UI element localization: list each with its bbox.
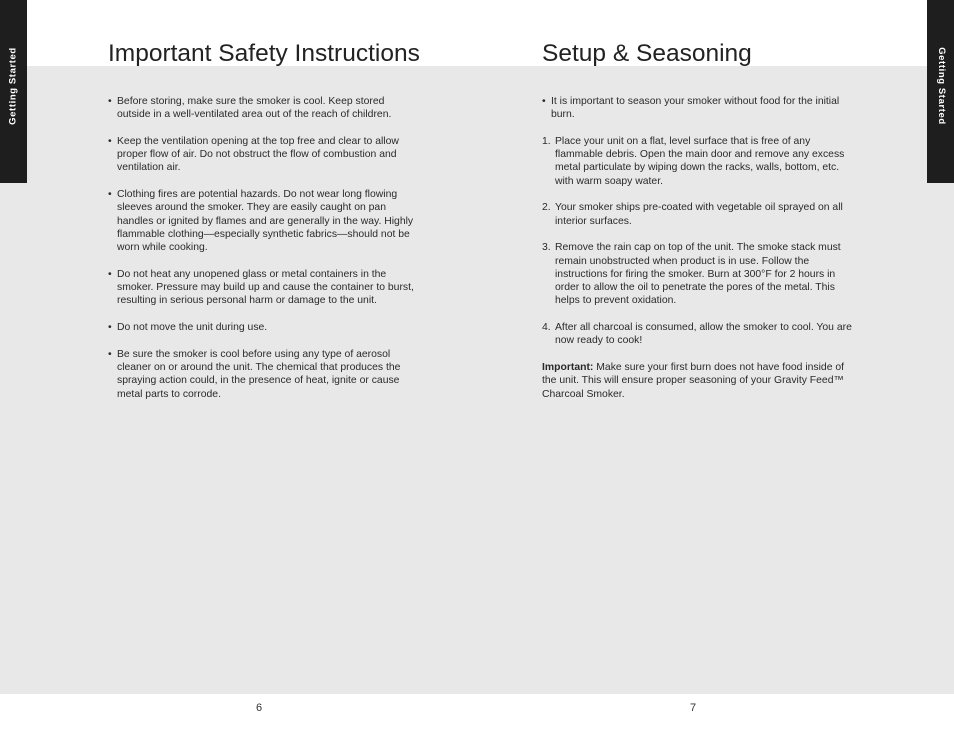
safety-bullet (108, 348, 418, 401)
step-number: 4. (542, 322, 551, 334)
bullet-mark: • (108, 96, 112, 107)
bullet-mark: • (108, 322, 112, 334)
safety-bullet-text: Clothing fires are potential hazards. Do not wear long flowing sleeves around the smoker. They are easily caught on pan handles or ignited by flames and are generally in the way. Highly flammable clothing—especially synthetic fabrics—should not be worn while cooking. (117, 189, 414, 254)
setup-step (542, 135, 852, 188)
setup-step-text: Place your unit on a flat, level surface that is free of any flammable debris. Open the main door and remove any excess metal particulate by wiping down the racks, walls, bottom, etc. with warm soapy water. (555, 135, 845, 187)
safety-bullet (108, 268, 418, 308)
side-tab-right (927, 0, 954, 183)
page-number-right: 7 (690, 702, 697, 714)
setup-bullet (542, 95, 852, 122)
important-note (542, 361, 852, 401)
bullet-mark: • (542, 96, 546, 107)
setup-step-text: Remove the rain cap on top of the unit. The smoke stack must remain unobstructed when product is in use. Follow the instructions for firing the smoker. Burn at 300°F for 2 hours in order to allow the oil to penetrate the pores of the metal. This helps to prevent oxidation. (555, 242, 841, 307)
side-tab-right-label: Getting Started (935, 47, 947, 125)
setup-step-text: After all charcoal is consumed, allow the smoker to cool. You are now ready to cook! (555, 322, 852, 347)
safety-instructions-list (108, 95, 418, 414)
bullet-mark: • (108, 189, 112, 201)
setup-seasoning-content (542, 95, 852, 401)
bullet-mark: • (108, 348, 112, 360)
page-title-setup: Setup & Seasoning (542, 40, 752, 67)
setup-step (542, 201, 852, 228)
step-number: 1. (542, 135, 551, 147)
bullet-mark: • (108, 135, 112, 147)
page-number-left: 6 (256, 702, 263, 714)
side-tab-left (0, 0, 27, 183)
safety-bullet-text: Do not heat any unopened glass or metal containers in the smoker. Pressure may build up and cause the container to burst, resulting in serious personal harm or damage to the unit. (117, 268, 414, 307)
setup-step-text: Your smoker ships pre-coated with vegetable oil sprayed on all interior surfaces. (555, 202, 843, 227)
step-number: 3. (542, 242, 551, 254)
safety-bullet (108, 95, 418, 122)
safety-bullet-text: Keep the ventilation opening at the top free and clear to allow proper flow of air. Do not obstruct the flow of combustion and ventilation air. (117, 135, 399, 174)
safety-bullet (108, 321, 418, 334)
side-tab-left-label: Getting Started (7, 47, 19, 125)
important-note-label: Important: (542, 361, 594, 373)
page-title-safety: Important Safety Instructions (108, 40, 420, 67)
safety-bullet-text: Before storing, make sure the smoker is cool. Keep stored outside in a well-ventilated area out of the reach of children. (117, 96, 392, 121)
safety-bullet (108, 188, 418, 254)
bullet-mark: • (108, 268, 112, 280)
setup-step (542, 321, 852, 348)
setup-step (542, 241, 852, 307)
safety-bullet-text: Do not move the unit during use. (117, 322, 268, 334)
setup-bullet-text: It is important to season your smoker without food for the initial burn. (551, 96, 840, 121)
safety-bullet (108, 135, 418, 175)
important-note-text: Make sure your first burn does not have food inside of the unit. This will ensure proper seasoning of your Gravity Feed™ Charcoal Smoker. (542, 361, 845, 400)
safety-bullet-text: Be sure the smoker is cool before using any type of aerosol cleaner on or around the unit. The chemical that produces the spraying action could, in the presence of heat, ignite or cause metal parts to corrode. (117, 348, 401, 400)
step-number: 2. (542, 202, 551, 214)
